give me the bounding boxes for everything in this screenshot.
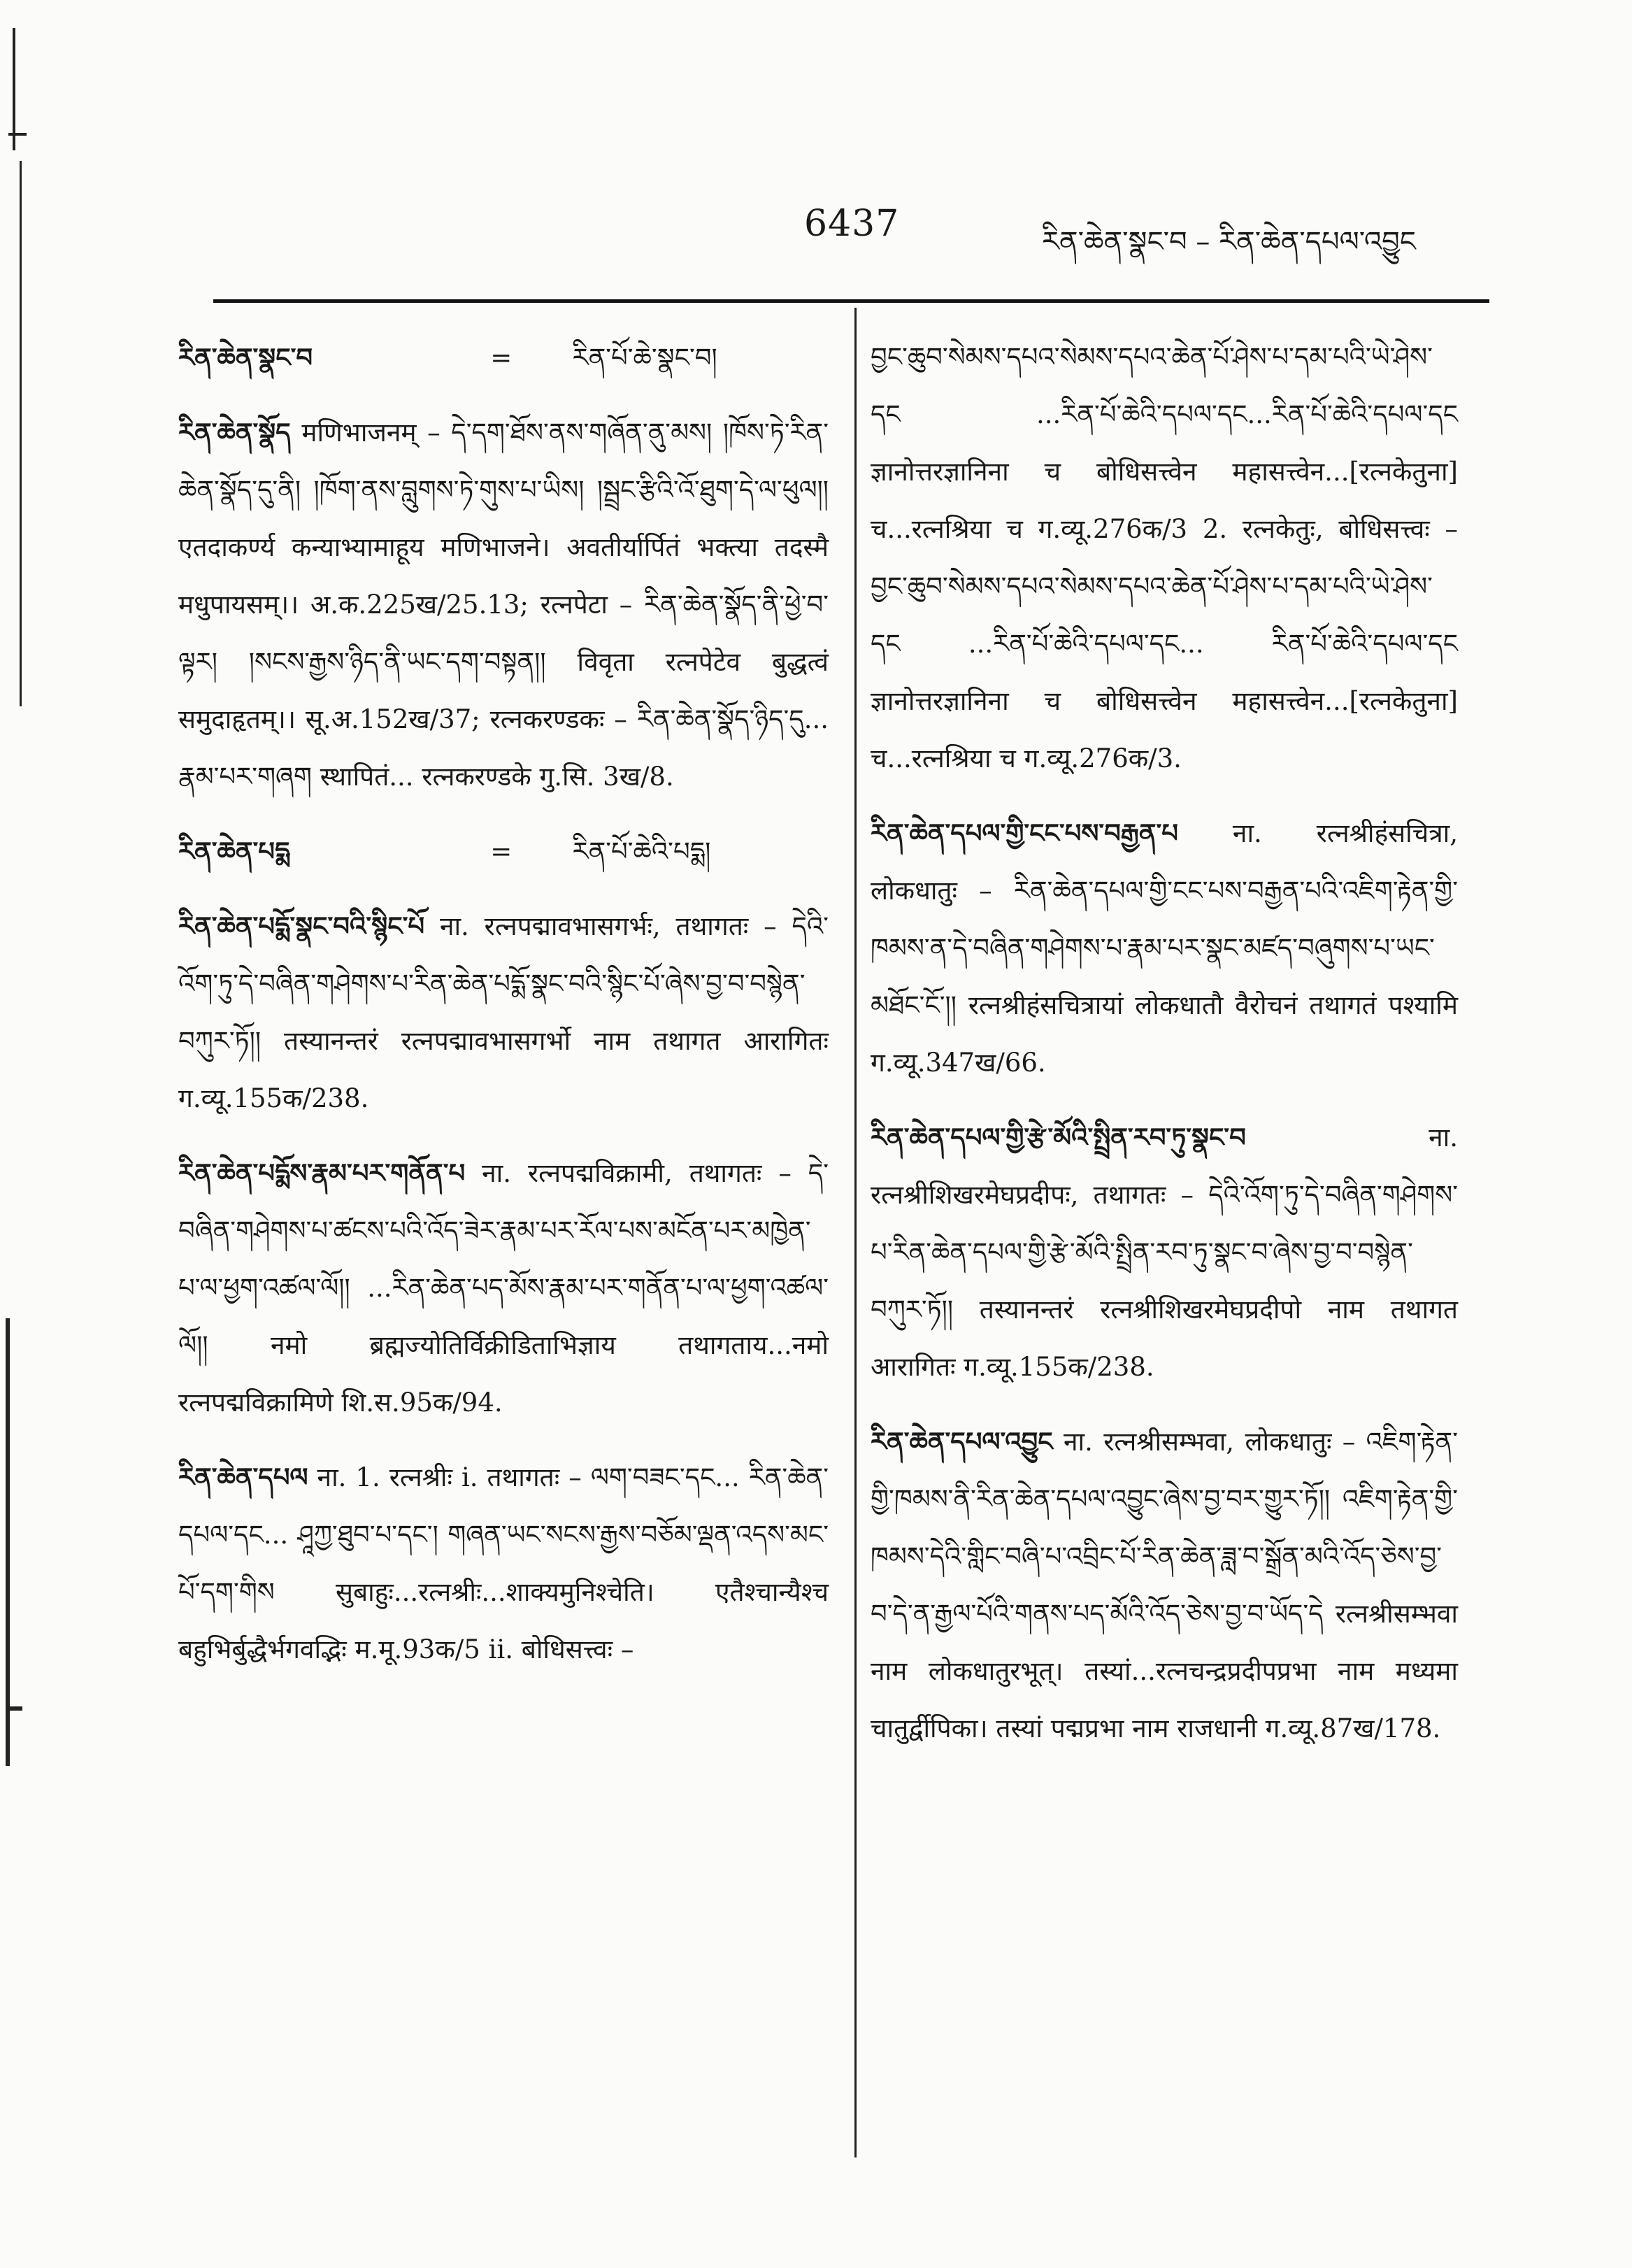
entry-headword: རིན་ཆེན་དཔལ (178, 1462, 308, 1492)
dictionary-crossref (178, 329, 829, 387)
entry-body: ना. रत्नपद्मावभासगर्भः, तथागतः – དེའི་འོག་ཏུ་དེ་བཞིན་གཤེགས་པ་རིན་ཆེན་པདྨོ་སྣང་བའི་སྙིང་པོ་ཞེས་བྱ་བ་བསྙེན་བཀུར་ཏོ།། तस्यानन्तरं रत्नपद्मावभासगर्भो नाम तथागत आरागितः ग.व्यू.155क/238. (178, 911, 829, 1113)
entry-headword: རིན་ཆེན་པདྨོ་སྣང་བའི་སྙིང་པོ (178, 911, 425, 941)
dictionary-crossref (178, 822, 829, 880)
margin-mark (8, 133, 27, 136)
right-column (871, 329, 1458, 1774)
crossref-equals: = (490, 343, 513, 373)
crossref-target: རིན་པོ་ཆེ་སྣང་བ། (572, 343, 717, 373)
entry-headword: རིན་ཆེན་དཔལ་གྱི་རྩེ་མོའི་སྤྲིན་རབ་ཏུ་སྣང་བ (871, 1122, 1246, 1153)
entry-body: ना. रत्नश्रीशिखरमेघप्रदीपः, तथागतः – དེའི་འོག་ཏུ་དེ་བཞིན་གཤེགས་པ་རིན་ཆེན་དཔལ་གྱི་རྩེ་མོའི་སྤྲིན་རབ་ཏུ་སྣང་བ་ཞེས་བྱ་བ་བསྙེན་བཀུར་ཏོ།། तस्यानन्तरं रत्नश्रीशिखरमेघप्रदीपो नाम तथागत आरागितः ग.व्यू.155क/238. (871, 1122, 1458, 1382)
margin-mark (13, 28, 15, 150)
entry-headword: རིན་ཆེན་པདྨོས་རྣམ་པར་གནོན་པ (178, 1157, 466, 1188)
entry-body: मणिभाजनम् – དེ་དག་ཐོས་ནས་གཞོན་ནུ་མས། །ཁོས་ཏེ་རིན་ཆེན་སྣོད་དུ་ནི། །ཁོག་ནས་བླུགས་ཏེ་གུས་པ་ཡིས། །སྦྲང་རྩིའི་འོ་ཐུག་དེ་ལ་ཕུལ།། एतदाकर्ण्य कन्याभ्यामाहूय मणिभाजने। अवतीर्यार्पितं भक्त्या तदस्मै मधुपायसम्।। अ.क.225ख/25.13; रत्नपेटा – རིན་ཆེན་སྣོད་ནི་ཕྱེ་བ་ལྟར། །སངས་རྒྱས་ཉིད་ནི་ཡང་དག་བསྟན།། विवृता रत्नपेटेव बुद्धत्वं समुदाहृतम्।। सू.अ.152ख/37; रत्नकरण्डकः – རིན་ཆེན་སྣོད་ཉིད་དུ... རྣམ་པར་གཞག स्थापितं... रत्नकरण्डके गु.सि. 3ख/8. (178, 418, 829, 792)
dictionary-entry (178, 404, 829, 806)
dictionary-entry (871, 804, 1458, 1092)
entry-body: ना. 1. रत्नश्रीः i. तथागतः – ལག་བཟང་དང... རིན་ཆེན་དཔལ་དང... ཤཱཀྱ་ཐུབ་པ་དང་། གཞན་ཡང་སངས་རྒྱས་བཅོམ་ལྡན་འདས་མང་པོ་དག་གིས सुबाहुः...रत्नश्रीः...शाक्यमुनिश्चेति। एतैश्चान्यैश्च बहुभिर्बुद्धैर्भगवद्भिः म.मू.93क/5 ii. बोधिसत्त्वः – (178, 1462, 829, 1664)
margin-mark (20, 161, 22, 706)
dictionary-entry (178, 1448, 829, 1678)
entry-headword: རིན་ཆེན་སྣོད (178, 417, 291, 448)
column-divider (854, 308, 857, 2158)
page-number: 6437 (804, 203, 900, 245)
dictionary-entry-continued (871, 329, 1458, 787)
entry-body: ना. रत्नश्रीसम्भवा, लोकधातुः – འཇིག་རྟེན་གྱི་ཁམས་ནི་རིན་ཆེན་དཔལ་འབྱུང་ཞེས་བྱ་བར་གྱུར་ཏོ།། འཇིག་རྟེན་གྱི་ཁམས་དེའི་གླིང་བཞི་པ་འབྲིང་པོ་རིན་ཆེན་ཟླ་བ་སྒྲོན་མའི་འོད་ཅེས་བྱ་བ་དེ་ན་རྒྱལ་པོའི་གནས་པད་མོའི་འོད་ཅེས་བྱ་བ་ཡོད་དེ रत्नश्रीसम्भवा नाम लोकधातुरभूत्। तस्यां...रत्नचन्द्रप्रदीपप्रभा नाम मध्यमा चातुर्द्वीपिका। तस्यां पद्मप्रभा नाम राजधानी ग.व्यू.87ख/178. (871, 1427, 1458, 1743)
entry-headword: རིན་ཆེན་པདྨ (178, 836, 290, 866)
entry-body: ना. रत्नपद्मविक्रामी, तथागतः – དེ་བཞིན་གཤེགས་པ་ཚངས་པའི་འོད་ཟེར་རྣམ་པར་རོལ་པས་མངོན་པར་མཁྱེན་པ་ལ་ཕྱག་འཚལ་ལོ།། ...རིན་ཆེན་པད་མོས་རྣམ་པར་གནོན་པ་ལ་ཕྱག་འཚལ་ལོ།། नमो ब्रह्मज्योतिर्विक्रीडिताभिज्ञाय तथागताय...नमो रत्नपद्मविक्रामिणे शि.स.95क/94. (178, 1158, 829, 1418)
margin-mark (10, 1706, 22, 1711)
running-header: རིན་ཆེན་སྣང་བ – རིན་ཆེན་དཔལ་འབྱུང (1042, 226, 1416, 258)
crossref-target: རིན་པོ་ཆེའི་པདྨ། (572, 836, 711, 866)
entry-headword: རིན་ཆེན་སྣང་བ (178, 342, 313, 373)
entry-headword: རིན་ཆེན་དཔལ་འབྱུང (871, 1426, 1053, 1457)
dictionary-entry (871, 1108, 1458, 1396)
entry-headword: རིན་ཆེན་དཔལ་གྱི་ངང་པས་བརྒྱན་པ (871, 818, 1179, 848)
crossref-equals: = (490, 836, 513, 866)
left-column (178, 329, 829, 1695)
dictionary-entry (178, 897, 829, 1127)
entry-body: བྱང་ཆུབ་སེམས་དཔའ་སེམས་དཔའ་ཆེན་པོ་ཤེས་པ་དམ་པའི་ཡེ་ཤེས་དང ...རིན་པོ་ཆེའི་དཔལ་དང...རིན་པོ་ཆེའི་དཔལ་དང ज्ञानोत्तरज्ञानिना च बोधिसत्त्वेन महासत्त्वेन...[रत्नकेतुना] च...रत्नश्रिया च ग.व्यू.276क/3 2. रत्नकेतुः, बोधिसत्त्वः – བྱང་ཆུབ་སེམས་དཔའ་སེམས་དཔའ་ཆེན་པོ་ཤེས་པ་དམ་པའི་ཡེ་ཤེས་དང ...རིན་པོ་ཆེའི་དཔལ་དང... རིན་པོ་ཆེའི་དཔལ་དང ज्ञानोत्तरज्ञानिना च बोधिसत्त्वेन महासत्त्वेन...[रत्नकेतुना] च...रत्नश्रिया च ग.व्यू.276क/3. (871, 342, 1458, 773)
entry-body: ना. रत्नश्रीहंसचित्रा, लोकधातुः – རིན་ཆེན་དཔལ་གྱི་ངང་པས་བརྒྱན་པའི་འཇིག་རྟེན་གྱི་ཁམས་ན་དེ་བཞིན་གཤེགས་པ་རྣམ་པར་སྣང་མཛད་བཞུགས་པ་ཡང་མཐོང་ངོ་།། रत्नश्रीहंसचित्रायां लोकधातौ वैरोचनं तथागतं पश्यामि ग.व्यू.347ख/66. (871, 818, 1459, 1078)
header-rule (213, 299, 1489, 303)
margin-mark (6, 1318, 10, 1766)
dictionary-entry (871, 1413, 1458, 1757)
dictionary-entry (178, 1144, 829, 1432)
